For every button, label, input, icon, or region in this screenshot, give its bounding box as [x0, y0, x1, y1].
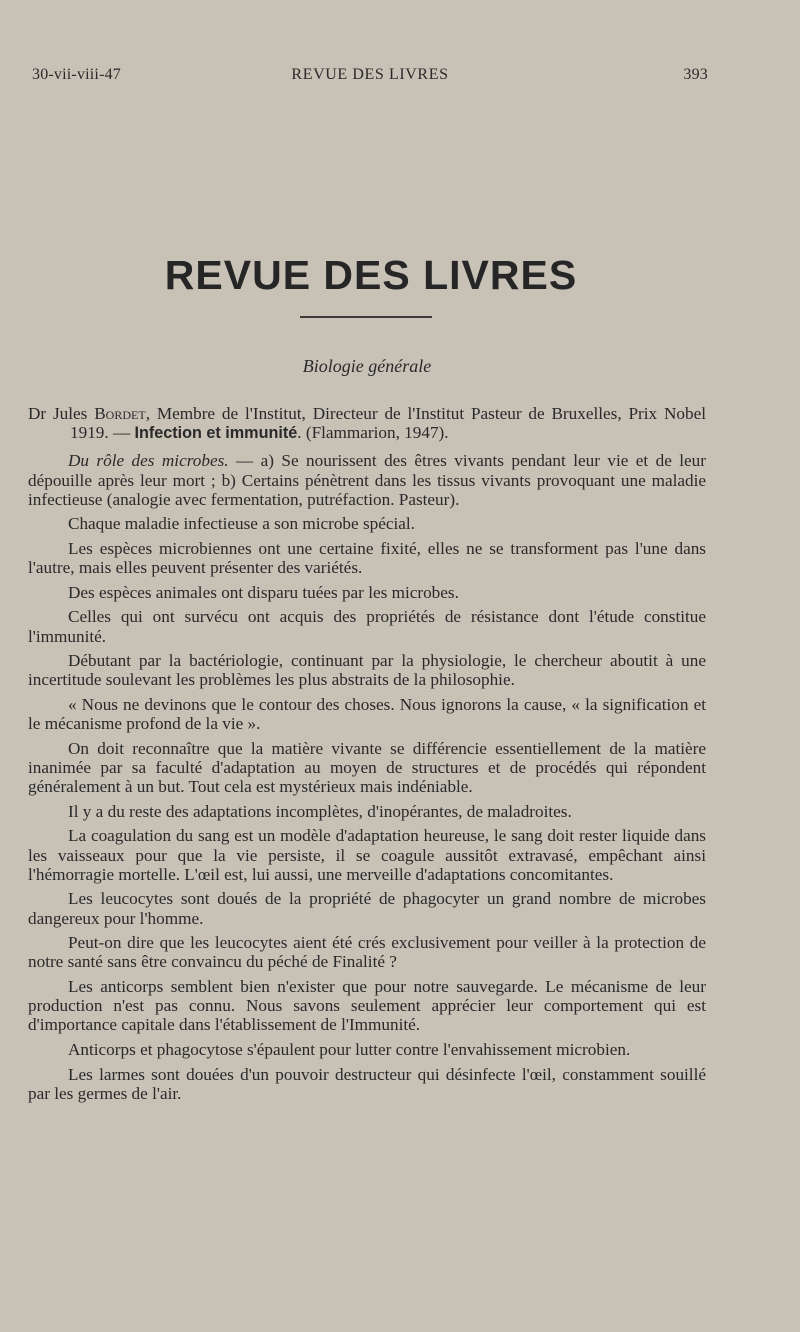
- paragraph: Débutant par la bactériologie, continuant par la physiologie, le chercheur aboutit à une incertitude soulevant les problèmes les plus abstraits de la philosophie.: [28, 651, 706, 690]
- paragraph: Les larmes sont douées d'un pouvoir destructeur qui désinfecte l'œil, constamment souillé par les germes de l'air.: [28, 1064, 706, 1103]
- header-journal: REVUE DES LIVRES: [291, 66, 449, 83]
- intro-heading: Du rôle des microbes.: [68, 451, 229, 471]
- book-publisher: . (Flammarion, 1947).: [297, 423, 449, 443]
- intro-paragraph: [28, 451, 706, 509]
- page-number: 393: [683, 66, 708, 83]
- author-surname: Bordet: [94, 404, 146, 423]
- paragraph: Anticorps et phagocytose s'épaulent pour lutter contre l'envahissement microbien.: [68, 1039, 631, 1059]
- paragraph: La coagulation du sang est un modèle d'adaptation heureuse, le sang doit rester liquide dans les vaisseaux pour que la vie persiste, il se coagule aussitôt extravasé, empêchant ainsi l'hémorragie mortelle. L'œil est, lui aussi, une merveille d'adaptations concomitantes.: [28, 826, 706, 884]
- paragraph: Peut-on dire que les leucocytes aient été crés exclusivement pour veiller à la protection de notre santé sans être convaincu du péché de Finalité ?: [28, 933, 706, 972]
- paragraph: Les leucocytes sont doués de la propriété de phagocyter un grand nombre de microbes dangereux pour l'homme.: [28, 889, 706, 928]
- author-affiliation: , Membre de l'Institut, Directeur de l'Institut Pasteur de Bruxelles, Prix Nobel 1919. —: [70, 404, 706, 443]
- paragraph: Chaque maladie infectieuse a son microbe spécial.: [68, 514, 415, 534]
- paragraph: Il y a du reste des adaptations incomplètes, d'inopérantes, de maladroites.: [68, 801, 572, 821]
- paragraph: On doit reconnaître que la matière vivante se différencie essentiellement de la matière inanimée par sa faculté d'adaptation au moyen de structures et de procédés qui répondent généralement à un but. Tout cela est mystérieux mais indéniable.: [28, 738, 706, 797]
- header-date: 30-vii-viii-47: [32, 66, 122, 83]
- page-title: REVUE DES LIVRES: [164, 252, 578, 298]
- paragraph: Les anticorps semblent bien n'exister que pour notre sauvegarde. Le mécanisme de leur production n'est pas connu. Nous savons seulement apprécier leur comportement qui est d'importance capitale dans l'établissement de l'Immunité.: [28, 976, 706, 1035]
- title-divider: [300, 316, 432, 318]
- book-title: Infection et immunité: [134, 424, 298, 443]
- intro-text: — a) Se nourissent des êtres vivants pendant leur vie et de leur dépouille après leur mort ; b) Certains pénètrent dans les tissus vivants provoquant une maladie infectieuse (analogie avec fermentation, putréfaction. Pasteur).: [28, 451, 706, 509]
- paragraph: Celles qui ont survécu ont acquis des propriétés de résistance dont l'étude constitue l'immunité.: [28, 607, 706, 646]
- running-header: [32, 66, 708, 90]
- book-reference: [28, 404, 706, 443]
- quote-paragraph: « Nous ne devinons que le contour des choses. Nous ignorons la cause, « la signification et le mécanisme profond de la vie ».: [28, 694, 706, 734]
- article-body: [28, 404, 706, 1108]
- paragraph: Les espèces microbiennes ont une certaine fixité, elles ne se transforment pas l'une dans l'autre, mais elles peuvent présenter des variétés.: [28, 539, 706, 578]
- paragraph: Des espèces animales ont disparu tuées par les microbes.: [68, 582, 459, 602]
- section-heading: Biologie générale: [302, 356, 432, 376]
- author-prefix: Dr Jules: [28, 404, 95, 423]
